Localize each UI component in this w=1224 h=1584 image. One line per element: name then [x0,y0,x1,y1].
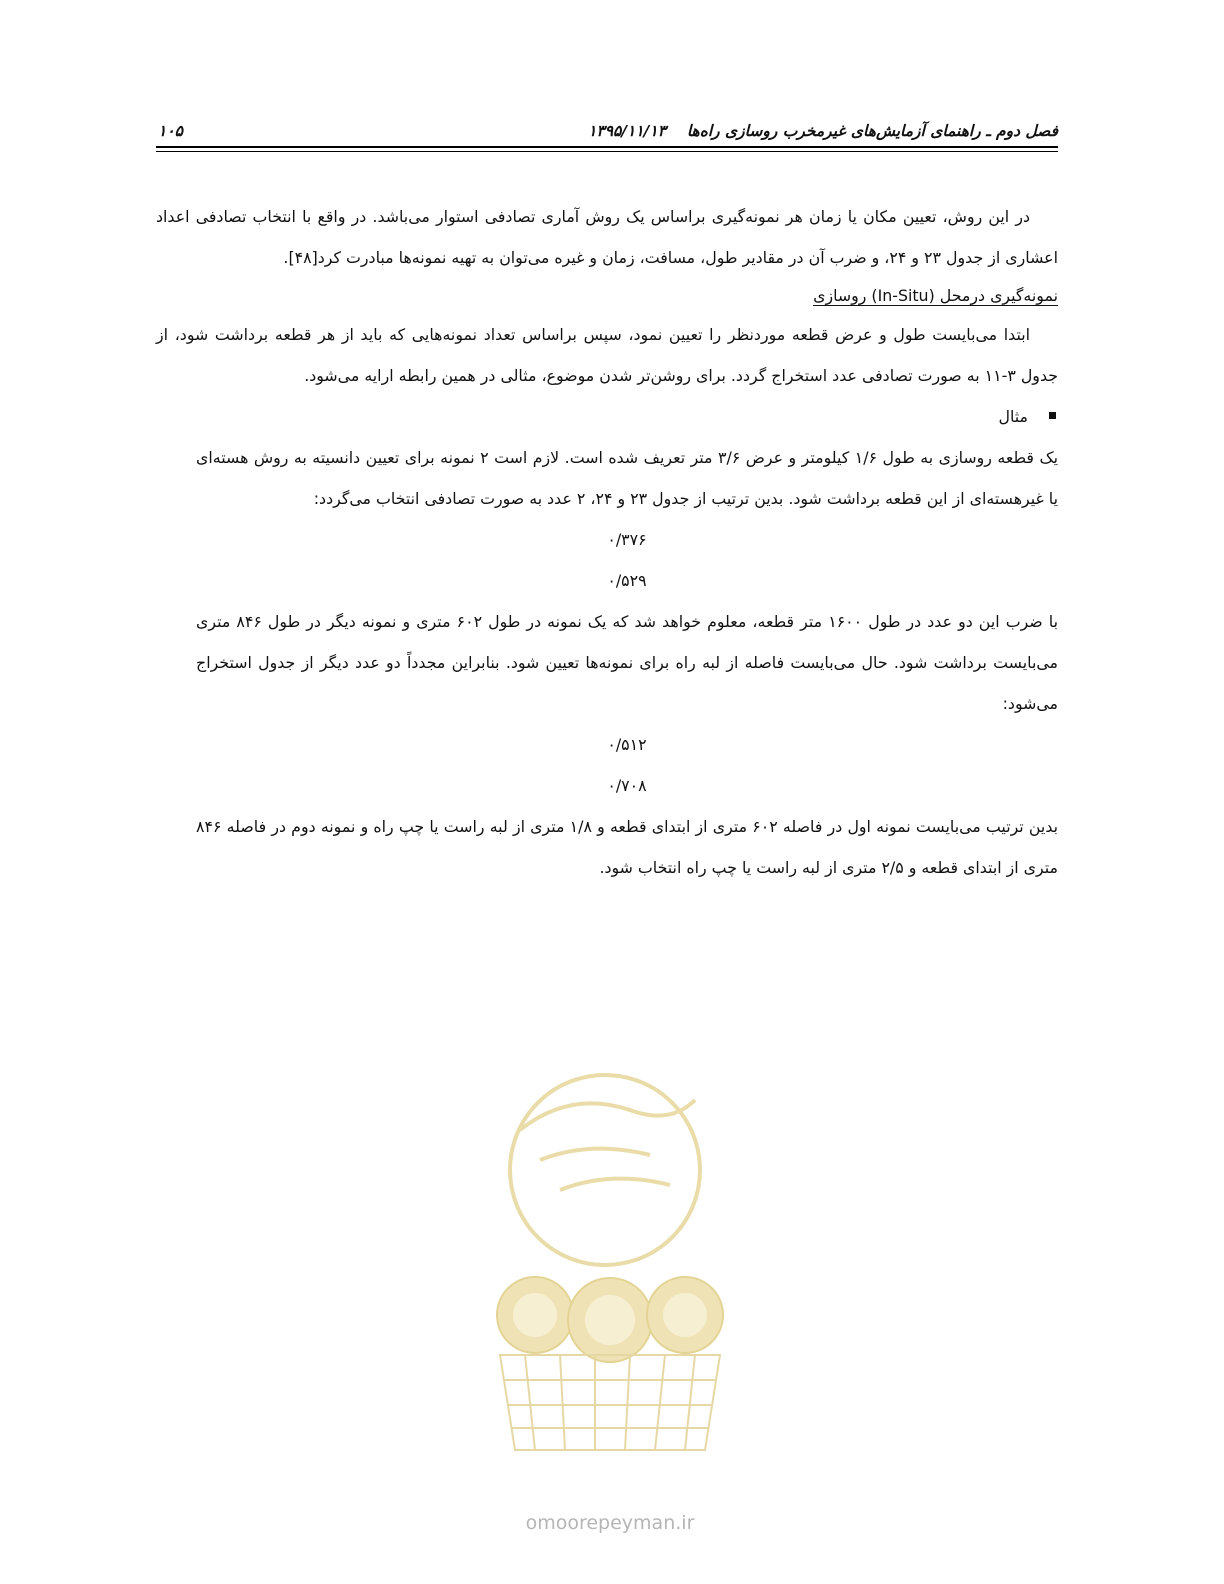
watermark-url: omoorepeyman.ir [525,1512,695,1534]
header-rule-thick [156,146,1058,148]
page-number: ۱۰۵ [158,122,183,140]
random-number-3: ۰/۵۱۲ [607,735,647,754]
watermark-logo-icon [480,1070,740,1510]
random-number-4: ۰/۷۰۸ [607,776,647,795]
body-text [156,196,1058,888]
paragraph-4: با ضرب این دو عدد در طول ۱۶۰۰ متر قطعه، معلوم خواهد شد که یک نمونه در طول ۶۰۲ متری و نمونه دیگر در طول ۸۴۶ متری می‌بایست برداشت شود. حال می‌بایست فاصله از لبه راه برای نمونه‌ها تعیین شود. بنابراین مجدداً دو عدد دیگر از جدول استخراج می‌شود: [196,612,1058,713]
header-title: فصل دوم ـ راهنمای آزمایش‌های غیرمخرب روسازی راه‌ها [686,122,1058,140]
square-bullet-icon [1049,412,1056,419]
example-block [156,437,1058,519]
header-rule-thin [156,151,1058,152]
section-heading-line [156,278,1058,314]
random-number-1: ۰/۳۷۶ [607,530,647,549]
paragraph-3: یک قطعه روسازی به طول ۱/۶ کیلومتر و عرض ۳/۶ متر تعریف شده است. لازم است ۲ نمونه برای تعیین دانسیته به روش هسته‌ای یا غیرهسته‌ای از این قطعه برداشت شود. بدین ترتیب از جدول ۲۳ و ۲۴، ۲ عدد به صورت تصادفی انتخاب می‌گردد: [196,448,1059,508]
bullet-example [156,396,1058,437]
paragraph-2: ابتدا می‌بایست طول و عرض قطعه موردنظر را تعیین نمود، سپس براساس تعداد نمونه‌هایی که باید از هر قطعه برداشت شود، از جدول ۳-۱۱ به صورت تصادفی عدد استخراج گردد. برای روشن‌تر شدن موضوع، مثالی در همین رابطه ارایه می‌شود. [156,325,1058,385]
example-block-2 [156,601,1058,724]
example-block-3 [156,806,1058,888]
header-date: ۱۳۹۵/۱۱/۱۳ [588,122,666,140]
section-heading: نمونه‌گیری درمحل (In-Situ) روسازی [813,286,1058,305]
page-header [156,118,1058,154]
paragraph-5: بدین ترتیب می‌بایست نمونه اول در فاصله ۶۰۲ متری از ابتدای قطعه و ۱/۸ متری از لبه راست یا چپ راه و نمونه دوم در فاصله ۸۴۶ متری از ابتدای قطعه و ۲/۵ متری از لبه راست یا چپ راه انتخاب شود. [196,817,1059,877]
random-number-2: ۰/۵۲۹ [607,571,647,590]
bullet-label: مثال [998,407,1028,426]
paragraph-1: در این روش، تعیین مکان یا زمان هر نمونه‌گیری براساس یک روش آماری تصادفی استوار می‌باشد. در واقع با انتخاب تصادفی اعداد اعشاری از جدول ۲۳ و ۲۴، و ضرب آن در مقادیر طول، مسافت، زمان و غیره می‌توان به تهیه نمونه‌ها مبادرت کرد[۴۸]. [156,207,1058,267]
watermark-logo [480,1070,740,1510]
